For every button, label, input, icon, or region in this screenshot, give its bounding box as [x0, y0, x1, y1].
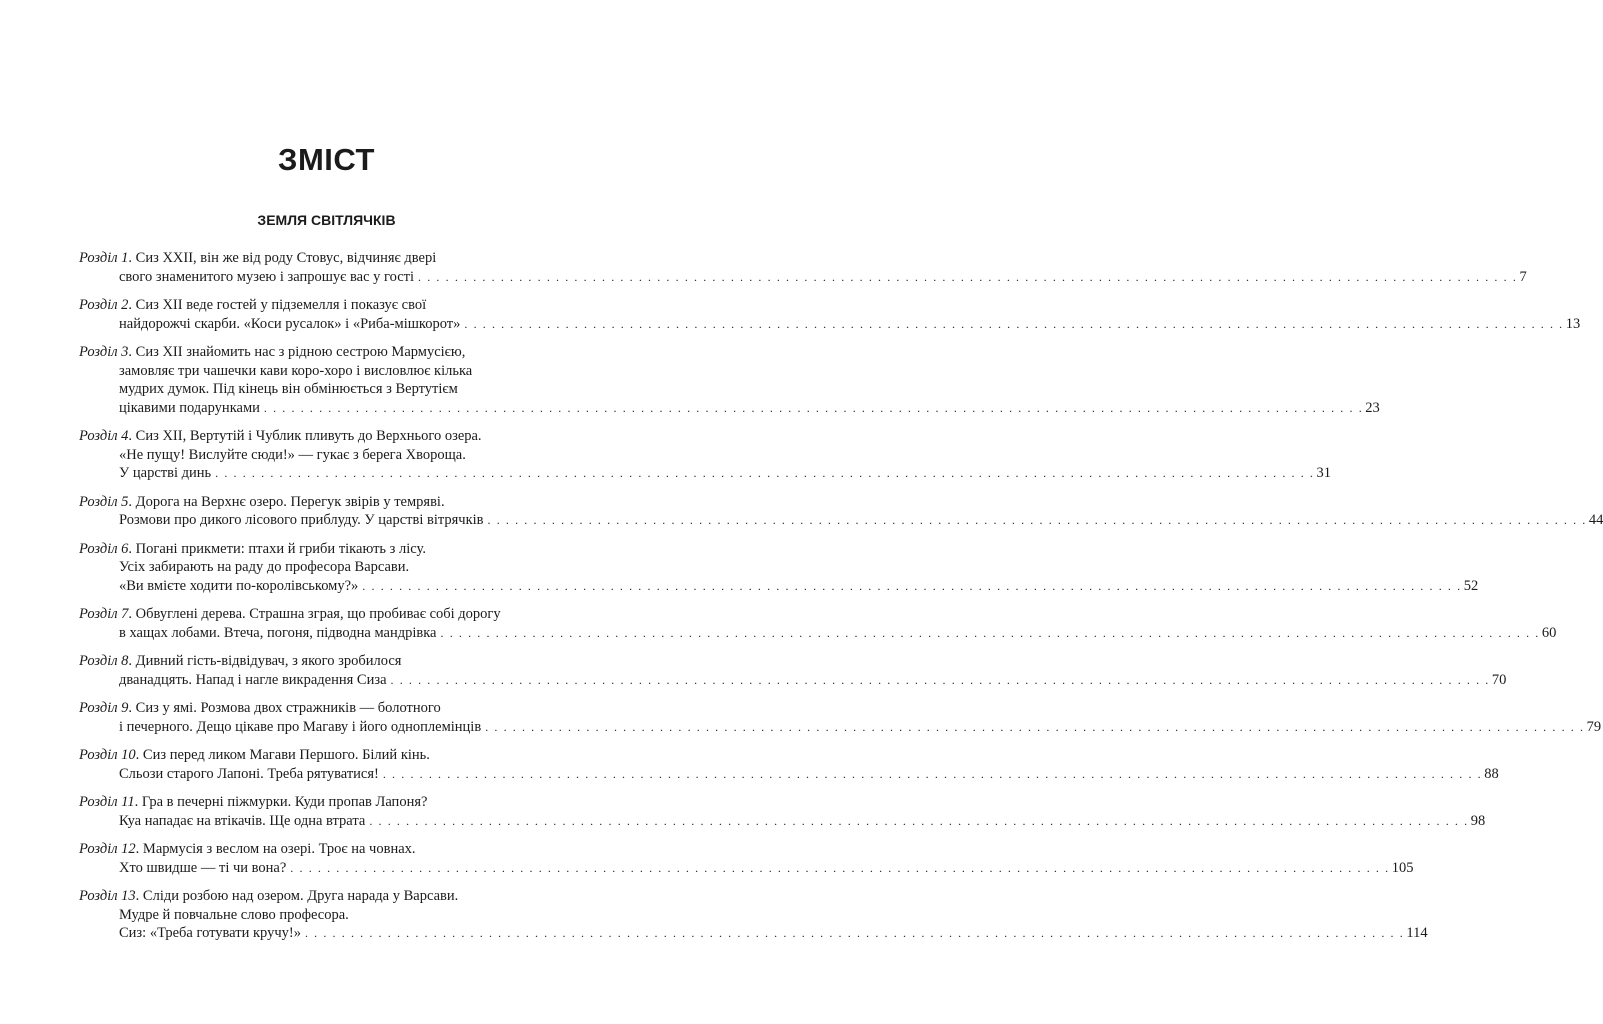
chapter-label — [79, 428, 128, 444]
toc-entry — [79, 540, 1479, 596]
toc-text: Сиз: «Треба готувати кручу!» — [119, 925, 301, 941]
chapter-number: 10 — [121, 747, 136, 763]
toc-line — [79, 268, 1527, 287]
toc-line-text — [79, 747, 430, 763]
toc-text: У царстві динь — [119, 465, 212, 481]
toc-line-text — [119, 671, 387, 690]
toc-entry — [79, 887, 1428, 943]
chapter-word: Розділ — [79, 428, 118, 444]
toc-line-text — [119, 363, 472, 379]
toc-line — [79, 812, 1486, 831]
dot-leader: . . . . . . . . . . . . . . . . . . . . . . . . . . . . . . . . . . . . . . . . . . . . . . . . . . . . . . . . . . . . . . . . . . . . . . . . . . . . . . . . . . . . . . . . . . . . . . . . . . . . . . . . . . . . . . . . . . . . . . . . — [215, 466, 1315, 480]
toc-line-text — [119, 399, 260, 418]
chapter-label — [79, 541, 128, 557]
chapter-label — [79, 700, 128, 716]
chapter-word: Розділ — [79, 653, 118, 669]
toc-line — [79, 671, 1507, 690]
chapter-number: 1 — [121, 250, 129, 266]
chapter-label — [79, 653, 128, 669]
toc-line-text — [119, 464, 211, 483]
chapter-label — [79, 606, 128, 622]
toc-line-text — [119, 718, 481, 737]
toc-text: Мудре й повчальне слово професора. — [119, 906, 349, 923]
page-number: 98 — [1470, 812, 1486, 829]
toc-line — [79, 343, 541, 362]
toc-text: замовляє три чашечки кави коро-хоро і висловлює кілька — [119, 362, 473, 379]
dot-leader: . . . . . . . . . . . . . . . . . . . . . . . . . . . . . . . . . . . . . . . . . . . . . . . . . . . . . . . . . . . . . . . . . . . . . . . . . . . . . . . . . . . . . . . . . . . . . . . . . . . . . . . . . . . . . . . . . . . . . . . . — [464, 316, 1564, 331]
toc-text: мудрих думок. Під кінець він обмінюється з Вертутієм — [119, 381, 458, 397]
toc-line — [79, 362, 541, 381]
toc-line-text — [119, 315, 460, 334]
toc-line — [79, 652, 541, 671]
page-number: 23 — [1365, 399, 1380, 416]
toc-text: дванадцять. Напад і нагле викрадення Сиза — [119, 671, 387, 688]
toc-line — [79, 493, 541, 512]
dot-leader: . . . . . . . . . . . . . . . . . . . . . . . . . . . . . . . . . . . . . . . . . . . . . . . . . . . . . . . . . . . . . . . . . . . . . . . . . . . . . . . . . . . . . . . . . . . . . . . . . . . . . . . . . . . . . . . . . . . . . . . . — [304, 926, 1405, 940]
toc-line-text — [119, 268, 414, 287]
toc-line — [79, 540, 541, 559]
page-number: 44 — [1588, 512, 1603, 528]
dot-leader: . . . . . . . . . . . . . . . . . . . . . . . . . . . . . . . . . . . . . . . . . . . . . . . . . . . . . . . . . . . . . . . . . . . . . . . . . . . . . . . . . . . . . . . . . . . . . . . . . . . . . . . . . . . . . . . . . . . . . . . . — [263, 400, 1364, 415]
toc-line-text — [79, 250, 436, 266]
page-number: 114 — [1406, 925, 1428, 941]
toc-line — [79, 605, 541, 624]
toc-text: «Ви вмієте ходити по-королівському?» — [119, 577, 359, 594]
toc-text: . Сиз у ямі. Розмова двох стражників — болотного — [128, 700, 441, 716]
chapter-word: Розділ — [79, 794, 118, 810]
toc-line — [79, 840, 541, 859]
table-of-contents — [79, 249, 1603, 953]
toc-line — [79, 511, 1603, 530]
chapter-label — [79, 344, 128, 360]
chapter-word: Розділ — [79, 747, 118, 763]
chapter-number: 7 — [121, 606, 129, 622]
dot-leader: . . . . . . . . . . . . . . . . . . . . . . . . . . . . . . . . . . . . . . . . . . . . . . . . . . . . . . . . . . . . . . . . . . . . . . . . . . . . . . . . . . . . . . . . . . . . . . . . . . . . . . . . . . . . . . . . . . . . . . . . — [290, 860, 1390, 875]
toc-text: Сльози старого Лапоні. Треба рятуватися! — [119, 765, 379, 782]
toc-entry — [79, 793, 1486, 830]
toc-line-text — [119, 812, 365, 831]
toc-line-text — [119, 559, 409, 575]
toc-entry — [79, 840, 1414, 877]
toc-entry — [79, 493, 1603, 530]
toc-text: . Сиз ХІІ знайомить нас з рідною сестрою Мармусією, — [128, 344, 466, 360]
page-number: 7 — [1519, 268, 1527, 285]
chapter-word: Розділ — [79, 297, 118, 313]
toc-line-text — [119, 907, 349, 923]
chapter-number: 3 — [121, 344, 129, 360]
dot-leader: . . . . . . . . . . . . . . . . . . . . . . . . . . . . . . . . . . . . . . . . . . . . . . . . . . . . . . . . . . . . . . . . . . . . . . . . . . . . . . . . . . . . . . . . . . . . . . . . . . . . . . . . . . . . . . . . . . . . . . . . — [487, 513, 1587, 527]
toc-text: найдорожчі скарби. «Коси русалок» і «Риба-мішкорот» — [119, 315, 461, 332]
part-title: ЗЕМЛЯ СВІТЛЯЧКІВ — [257, 212, 396, 228]
toc-line-text — [119, 624, 437, 643]
chapter-number: 13 — [121, 888, 136, 904]
toc-text: . Сиз ХІІ, Вертутій і Чублик пливуть до Верхнього озера. — [128, 428, 482, 444]
toc-text: . Сліди розбою над озером. Друга нарада у Варсави. — [135, 888, 459, 904]
toc-line — [79, 577, 1479, 596]
toc-line — [79, 746, 541, 765]
toc-line — [79, 924, 1428, 943]
dot-leader: . . . . . . . . . . . . . . . . . . . . . . . . . . . . . . . . . . . . . . . . . . . . . . . . . . . . . . . . . . . . . . . . . . . . . . . . . . . . . . . . . . . . . . . . . . . . . . . . . . . . . . . . . . . . . . . . . . . . . . . . — [390, 672, 1490, 687]
chapter-number: 9 — [121, 700, 129, 716]
toc-line-text — [79, 494, 445, 510]
chapter-word: Розділ — [79, 841, 118, 857]
toc-line-text — [79, 606, 501, 622]
toc-text: і печерного. Дещо цікаве про Магаву і його одноплемінців — [119, 718, 482, 735]
chapter-number: 5 — [121, 493, 129, 510]
chapter-word: Розділ — [79, 700, 118, 716]
toc-line — [79, 887, 541, 906]
toc-line-text — [79, 428, 482, 444]
page-number: 31 — [1316, 465, 1332, 481]
toc-line-text — [79, 344, 465, 360]
toc-text: . Сиз перед ликом Магави Першого. Білий кінь. — [135, 747, 430, 763]
toc-text: . Мармусія з веслом на озері. Троє на човнах. — [135, 841, 416, 857]
toc-line-text — [119, 577, 358, 596]
toc-line — [79, 699, 541, 718]
dot-leader: . . . . . . . . . . . . . . . . . . . . . . . . . . . . . . . . . . . . . . . . . . . . . . . . . . . . . . . . . . . . . . . . . . . . . . . . . . . . . . . . . . . . . . . . . . . . . . . . . . . . . . . . . . . . . . . . . . . . . . . . — [485, 719, 1585, 734]
toc-text: Хто швидше — ті чи вона? — [119, 859, 287, 876]
toc-line-text — [119, 765, 379, 784]
toc-line-text — [119, 447, 466, 463]
chapter-label — [79, 250, 128, 266]
toc-line-text — [79, 297, 426, 313]
toc-line — [79, 427, 541, 446]
page-title: ЗМІСТ — [278, 142, 375, 177]
page-number: 88 — [1484, 765, 1499, 782]
page-number: 60 — [1541, 624, 1557, 641]
chapter-word: Розділ — [79, 344, 118, 360]
chapter-number: 6 — [121, 540, 129, 557]
chapter-number: 12 — [121, 841, 136, 857]
toc-line — [79, 296, 541, 315]
toc-entry — [79, 427, 1332, 483]
toc-text: в хащах лобами. Втеча, погоня, підводна мандрівка — [119, 624, 437, 641]
page-number: 52 — [1463, 577, 1479, 594]
toc-text: . Обвуглені дерева. Страшна зграя, що пробиває собі дорогу — [128, 606, 501, 622]
page-number: 70 — [1491, 671, 1507, 688]
chapter-word: Розділ — [79, 493, 118, 510]
toc-line — [79, 380, 541, 399]
toc-entry — [79, 343, 1380, 417]
toc-line-text — [79, 700, 441, 716]
toc-line-text — [79, 794, 427, 810]
toc-line — [79, 906, 541, 925]
chapter-label — [79, 494, 128, 510]
toc-entry — [79, 249, 1527, 286]
toc-text: . Дивний гість-відвідувач, з якого зробилося — [128, 653, 402, 669]
toc-line-text — [79, 541, 426, 557]
toc-entry — [79, 652, 1507, 689]
chapter-label — [79, 888, 136, 904]
toc-text: . Погані прикмети: птахи й гриби тікають з лісу. — [128, 540, 426, 557]
page-number: 13 — [1565, 315, 1581, 332]
dot-leader: . . . . . . . . . . . . . . . . . . . . . . . . . . . . . . . . . . . . . . . . . . . . . . . . . . . . . . . . . . . . . . . . . . . . . . . . . . . . . . . . . . . . . . . . . . . . . . . . . . . . . . . . . . . . . . . . . . . . . . . . — [382, 766, 1483, 781]
chapter-label — [79, 297, 128, 313]
toc-text: . Сиз ХІІ веде гостей у підземелля і показує свої — [128, 297, 427, 313]
dot-leader: . . . . . . . . . . . . . . . . . . . . . . . . . . . . . . . . . . . . . . . . . . . . . . . . . . . . . . . . . . . . . . . . . . . . . . . . . . . . . . . . . . . . . . . . . . . . . . . . . . . . . . . . . . . . . . . . . . . . . . . . — [418, 269, 1518, 284]
toc-line — [79, 446, 541, 465]
chapter-word: Розділ — [79, 888, 118, 904]
toc-line — [79, 765, 1499, 784]
dot-leader: . . . . . . . . . . . . . . . . . . . . . . . . . . . . . . . . . . . . . . . . . . . . . . . . . . . . . . . . . . . . . . . . . . . . . . . . . . . . . . . . . . . . . . . . . . . . . . . . . . . . . . . . . . . . . . . . . . . . . . . . — [362, 578, 1462, 593]
dot-leader: . . . . . . . . . . . . . . . . . . . . . . . . . . . . . . . . . . . . . . . . . . . . . . . . . . . . . . . . . . . . . . . . . . . . . . . . . . . . . . . . . . . . . . . . . . . . . . . . . . . . . . . . . . . . . . . . . . . . . . . . — [369, 813, 1469, 828]
chapter-number: 11 — [121, 794, 135, 810]
page-number: 105 — [1391, 859, 1414, 876]
toc-text: «Не пущу! Вислуйте сюди!» — гукає з берега Хвороща. — [119, 446, 466, 463]
toc-entry — [79, 296, 1581, 333]
toc-line — [79, 399, 1380, 418]
chapter-label — [79, 841, 136, 857]
toc-text: свого знаменитого музею і запрошує вас у гості — [119, 268, 415, 285]
toc-line — [79, 793, 541, 812]
toc-text: . Сиз ХХІІ, він же від роду Стовус, відчиняє двері — [128, 250, 437, 266]
toc-line — [79, 859, 1414, 878]
chapter-label — [79, 794, 135, 810]
chapter-word: Розділ — [79, 540, 118, 557]
page-number: 79 — [1586, 718, 1602, 735]
chapter-number: 8 — [121, 653, 129, 669]
toc-line-text — [79, 888, 458, 904]
toc-line-text — [79, 653, 401, 669]
chapter-number: 2 — [121, 297, 129, 313]
toc-line — [79, 315, 1581, 334]
toc-entry — [79, 746, 1499, 783]
chapter-label — [79, 747, 136, 763]
toc-line — [79, 249, 541, 268]
toc-line-text — [119, 381, 458, 397]
toc-line — [79, 464, 1332, 483]
toc-line-text — [119, 859, 286, 878]
chapter-number: 4 — [121, 428, 129, 444]
dot-leader: . . . . . . . . . . . . . . . . . . . . . . . . . . . . . . . . . . . . . . . . . . . . . . . . . . . . . . . . . . . . . . . . . . . . . . . . . . . . . . . . . . . . . . . . . . . . . . . . . . . . . . . . . . . . . . . . . . . . . . . . — [440, 625, 1540, 640]
chapter-word: Розділ — [79, 250, 118, 266]
toc-text: . Дорога на Верхнє озеро. Перегук звірів у темряві. — [128, 493, 445, 510]
toc-line-text — [119, 511, 484, 530]
toc-text: Розмови про дикого лісового приблуду. У царстві вітрячків — [119, 512, 484, 528]
chapter-word: Розділ — [79, 606, 118, 622]
toc-entry — [79, 699, 1602, 736]
toc-line — [79, 718, 1602, 737]
toc-line — [79, 558, 541, 577]
toc-text: . Гра в печерні піжмурки. Куди пропав Лапоня? — [134, 794, 428, 810]
toc-text: цікавими подарунками — [119, 399, 260, 416]
toc-line-text — [79, 841, 416, 857]
toc-text: Усіх забирають на раду до професора Варсави. — [119, 559, 410, 575]
toc-text: Куа нападає на втікачів. Ще одна втрата — [119, 812, 366, 829]
toc-line — [79, 624, 1557, 643]
toc-entry — [79, 605, 1557, 642]
toc-line-text — [119, 924, 301, 943]
